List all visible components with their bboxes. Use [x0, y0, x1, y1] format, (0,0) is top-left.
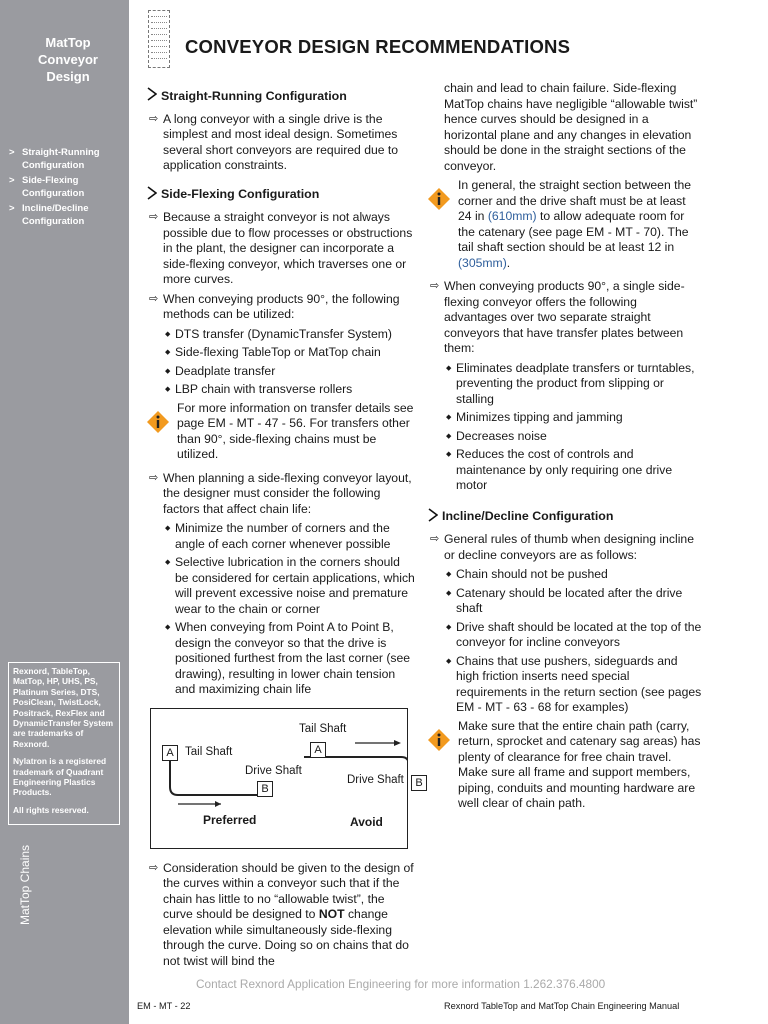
sidebar-item-label: Straight-Running Configuration — [22, 147, 100, 171]
list-item: ◆ Reduces the cost of controls and maintenance by only requiring one drive motor — [446, 447, 673, 492]
list-item: ◆ Catenary should be located after the drive shaft — [446, 585, 683, 615]
preferred-caption: Preferred — [203, 812, 257, 827]
list-item: ◆ When conveying from Point A to Point B, design the conveyor so that the drive is positioned furthest from the last corner (see drawing), resulting in lower chain tension and maximizing chain life — [165, 620, 411, 696]
vertical-label: MatTop Chains — [18, 844, 32, 925]
sidebar-title-line: MatTop — [45, 35, 91, 50]
diamond-bullet-icon: ◆ — [165, 559, 171, 566]
tail-shaft-label: Tail Shaft — [185, 745, 233, 758]
point-a-box: A — [310, 742, 326, 758]
right-column — [428, 81, 702, 820]
paragraph-continued: chain and lead to chain failure. Side-flexing MatTop chains have negligible “allowable twist” hence curves should be designed in a horizontal plane and any changes in elevation should be done in the straight sections of the conveyor. — [444, 81, 698, 173]
list-item: ◆ DTS transfer (DynamicTransfer System) — [165, 326, 392, 341]
info-note: In general, the straight section between the corner and the drive shaft must be at least 24 in (610mm) to allow adequate room for the catenary (see page EM - MT - 70). The tail shaft section should be at least 12 in (305mm). — [428, 178, 702, 271]
diamond-bullet-icon: ◆ — [446, 589, 452, 597]
list-item: ◆ Decreases noise — [446, 428, 547, 443]
list-item: ◆ Minimize the number of corners and the angle of each corner whenever possible — [165, 521, 391, 551]
sidebar-title-line: Design — [46, 69, 90, 84]
sidebar-item-side-flexing[interactable] — [9, 174, 127, 200]
point-a-box: A — [162, 745, 178, 761]
footer-contact: Contact Rexnord Application Engineering for more information 1.262.376.4800 — [196, 977, 606, 991]
page-code: EM - MT - 22 — [137, 1001, 191, 1011]
info-icon — [428, 729, 450, 751]
chain-logo-icon — [148, 10, 170, 68]
point-b-box: B — [257, 781, 273, 797]
sidebar-title-line: Conveyor — [38, 52, 98, 67]
info-icon — [428, 188, 450, 210]
paragraph: ⇨ When planning a side-flexing conveyor layout, the designer must consider the following factors that affect chain life: — [149, 470, 412, 516]
chevron-right-icon: > — [9, 147, 15, 158]
info-icon — [147, 411, 169, 433]
diamond-bullet-icon: ◆ — [446, 432, 452, 440]
diamond-bullet-icon: ◆ — [165, 330, 171, 338]
sidebar-nav — [9, 146, 127, 230]
avoid-caption: Avoid — [350, 814, 383, 829]
drive-shaft-label: Drive Shaft — [245, 764, 302, 777]
diamond-bullet-icon: ◆ — [446, 364, 452, 372]
sidebar-item-label: Incline/Decline Configuration — [22, 203, 89, 227]
list-item: ◆ LBP chain with transverse rollers — [165, 382, 353, 396]
sidebar-item-incline-decline[interactable] — [9, 202, 127, 228]
list-item: ◆ Chain should not be pushed — [446, 567, 608, 581]
info-note: For more information on transfer details see page EM - MT - 47 - 56. For transfers other than 90°, side-flexing chains must be utilized. — [147, 401, 415, 463]
metric-link: (610mm) — [487, 209, 537, 223]
diamond-bullet-icon: ◆ — [446, 451, 452, 458]
list-item: ◆ Chains that use pushers, sideguards and high friction inserts need special requirements in the return section (see pages EM - MT - 63 - 68 for examples) — [446, 653, 702, 714]
list-item: ◆ Deadplate transfer — [165, 363, 276, 378]
list-item: ◆ Eliminates deadplate transfers or turntables, preventing the product from slipping or stalling — [446, 360, 695, 406]
diamond-bullet-icon: ◆ — [165, 386, 171, 393]
point-b-box: B — [411, 775, 427, 791]
rights-text: All rights reserved. — [13, 804, 89, 815]
list-item: ◆ Minimizes tipping and jamming — [446, 410, 623, 424]
diamond-bullet-icon: ◆ — [446, 657, 452, 665]
section-arrow-icon — [147, 87, 161, 106]
arrow-right-icon: ⇨ — [149, 112, 159, 125]
diamond-bullet-icon: ◆ — [165, 367, 171, 375]
sidebar-item-label: Side-Flexing Configuration — [22, 175, 85, 199]
diamond-bullet-icon: ◆ — [446, 623, 452, 631]
nylatron-text: Nylatron is a registered trademark of Quadrant Engineering Plastics Products. — [13, 756, 107, 798]
arrow-right-icon: ⇨ — [430, 533, 440, 545]
list-item: ◆ Drive shaft should be located at the top of the conveyor for incline conveyors — [446, 619, 702, 649]
diamond-bullet-icon: ◆ — [165, 624, 171, 631]
paragraph: ⇨ A long conveyor with a single drive is the simplest and most ideal design. Sometimes several short conveyors are required due to application constraints. — [149, 111, 399, 172]
paragraph: ⇨ General rules of thumb when designing incline or decline conveyors are as follows: — [430, 532, 694, 562]
left-column — [147, 81, 423, 973]
arrow-right-icon: ⇨ — [149, 292, 159, 305]
chevron-right-icon: > — [9, 175, 15, 186]
arrow-right-icon: ⇨ — [430, 280, 440, 292]
conveyor-layout-diagram — [150, 708, 423, 849]
section-heading: Incline/Decline Configuration — [428, 508, 702, 527]
paragraph: ⇨ Consideration should be given to the design of the curves within a conveyor such that if the chain has little to no “allowable twist”, the curve should be designed to NOT change elevation while simultaneously side-flexing through the curve. Doing so on chains that do not twist will bind the — [149, 860, 414, 968]
arrow-right-icon: ⇨ — [149, 861, 159, 874]
sidebar-item-straight-running[interactable] — [9, 146, 127, 172]
tail-shaft-label: Tail Shaft — [299, 722, 347, 735]
diamond-bullet-icon: ◆ — [165, 525, 171, 532]
section-heading: Straight-Running Configuration — [147, 87, 415, 106]
trademark-text: Rexnord, TableTop, MatTop, HP, UHS, PS, Platinum Series, DTS, PosiClean, TwistLock, Positrack, RexFlex and DynamicTransfer System are trademarks of Rexnord. — [13, 666, 114, 749]
trademark-box — [8, 662, 120, 825]
arrow-right-icon: ⇨ — [149, 471, 159, 484]
sidebar — [0, 0, 129, 1024]
page-title: CONVEYOR DESIGN RECOMMENDATIONS — [185, 36, 571, 57]
paragraph: ⇨ Because a straight conveyor is not always possible due to flow processes or obstructions in the plant, the designer can incorporate a side-flexing conveyor, which traverses one or more curves. — [149, 210, 413, 286]
drive-shaft-label: Drive Shaft — [347, 773, 404, 786]
diamond-bullet-icon: ◆ — [446, 571, 452, 578]
paragraph: ⇨ When conveying products 90°, a single side-flexing conveyor offers the following advantages over two separate straight conveyors that have transfer plates between them: — [430, 279, 685, 355]
diamond-bullet-icon: ◆ — [446, 414, 452, 421]
section-heading: Side-Flexing Configuration — [147, 186, 415, 205]
chevron-right-icon: > — [9, 203, 15, 214]
section-arrow-icon — [428, 508, 442, 527]
metric-link: (305mm) — [458, 255, 507, 270]
list-item: ◆ Selective lubrication in the corners should be considered for certain applications, which will prevent excessive noise and premature wear to the chain or corner — [165, 555, 415, 616]
sidebar-title — [0, 34, 136, 85]
manual-title: Rexnord TableTop and MatTop Chain Engineering Manual — [444, 1001, 680, 1011]
arrow-right-icon: ⇨ — [149, 211, 159, 223]
section-arrow-icon — [147, 186, 161, 205]
diamond-bullet-icon: ◆ — [165, 349, 171, 356]
paragraph: ⇨ When conveying products 90°, the following methods can be utilized: — [149, 291, 400, 321]
list-item: ◆ Side-flexing TableTop or MatTop chain — [165, 345, 381, 359]
info-note: Make sure that the entire chain path (carry, return, sprocket and catenary sag areas) has plenty of clearance for free chain travel. Make sure all frame and support members, piping, conduits and mounting hardware are well clear of chain path. — [428, 719, 702, 812]
